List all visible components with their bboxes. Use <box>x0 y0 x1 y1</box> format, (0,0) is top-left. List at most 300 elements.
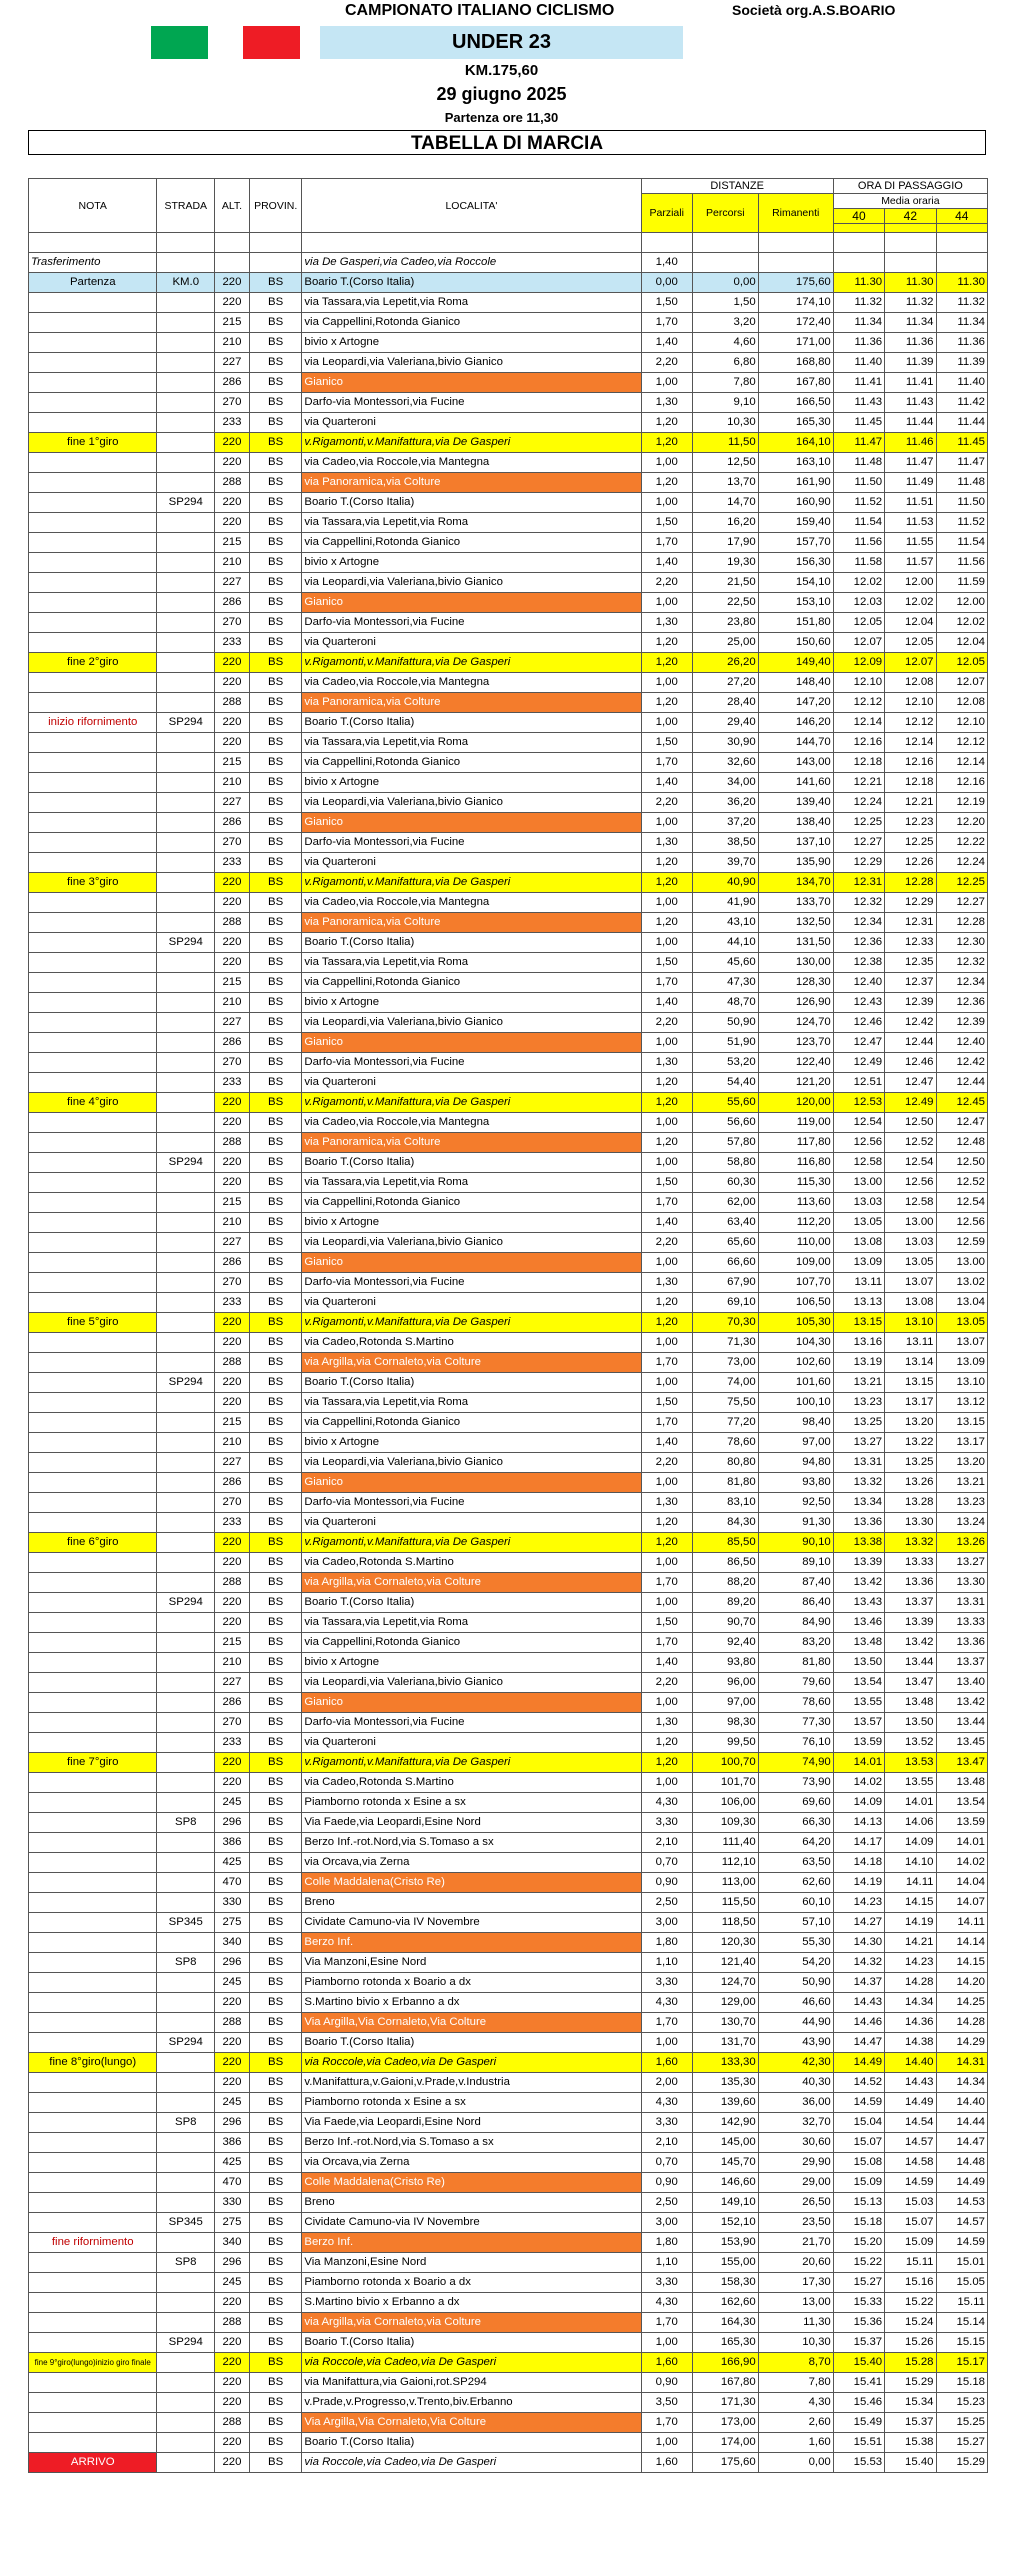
alt-cell: 270 <box>215 1053 250 1073</box>
time-42-cell: 11.55 <box>885 533 936 553</box>
alt-cell: 270 <box>215 833 250 853</box>
strada-cell <box>157 2013 215 2033</box>
time-40-cell: 15.22 <box>833 2253 884 2273</box>
localita-cell: Gianico <box>302 1693 641 1713</box>
time-42-cell: 13.50 <box>885 1713 936 1733</box>
strada-cell <box>157 1333 215 1353</box>
localita-cell: Boario T.(Corso Italia) <box>302 2433 641 2453</box>
percorsi-cell: 69,10 <box>692 1293 758 1313</box>
col-nota: NOTA <box>29 179 157 233</box>
strada-cell <box>157 1733 215 1753</box>
time-40-cell: 13.38 <box>833 1533 884 1553</box>
time-42-cell: 13.15 <box>885 1373 936 1393</box>
parziali-cell: 3,50 <box>641 2393 692 2413</box>
nota-cell <box>29 2433 157 2453</box>
parziali-cell: 1,00 <box>641 2333 692 2353</box>
time-44-cell: 11.59 <box>936 573 987 593</box>
percorsi-cell: 99,50 <box>692 1733 758 1753</box>
table-row <box>29 1613 988 1633</box>
time-42-cell: 13.10 <box>885 1313 936 1333</box>
time-44-cell: 15.14 <box>936 2313 987 2333</box>
prov-cell: BS <box>249 2173 301 2193</box>
rimanenti-cell: 104,30 <box>758 1333 833 1353</box>
localita-cell: via Leopardi,via Valeriana,bivio Gianico <box>302 573 641 593</box>
time-42-cell: 15.29 <box>885 2373 936 2393</box>
time-42-cell: 12.21 <box>885 793 936 813</box>
nota-cell <box>29 613 157 633</box>
table-row <box>29 353 988 373</box>
localita-cell: via Tassara,via Lepetit,via Roma <box>302 1393 641 1413</box>
time-42-cell: 11.49 <box>885 473 936 493</box>
alt-cell: 227 <box>215 793 250 813</box>
strada-cell <box>157 393 215 413</box>
table-row <box>29 273 988 293</box>
prov-cell: BS <box>249 2273 301 2293</box>
nota-cell <box>29 2313 157 2333</box>
alt-cell: 233 <box>215 1513 250 1533</box>
rimanenti-cell: 11,30 <box>758 2313 833 2333</box>
prov-cell: BS <box>249 2113 301 2133</box>
localita-cell: bivio x Artogne <box>302 1213 641 1233</box>
prov-cell: BS <box>249 1813 301 1833</box>
nota-cell <box>29 2293 157 2313</box>
time-42-cell: 11.34 <box>885 313 936 333</box>
time-44-cell: 15.23 <box>936 2393 987 2413</box>
rimanenti-cell: 156,30 <box>758 553 833 573</box>
localita-cell: Cividate Camuno-via IV Novembre <box>302 2213 641 2233</box>
table-row <box>29 513 988 533</box>
parziali-cell: 1,00 <box>641 1773 692 1793</box>
table-row <box>29 2073 988 2093</box>
prov-cell: BS <box>249 1973 301 1993</box>
rimanenti-cell: 131,50 <box>758 933 833 953</box>
localita-cell: Boario T.(Corso Italia) <box>302 493 641 513</box>
time-42-cell: 15.11 <box>885 2253 936 2273</box>
prov-cell: BS <box>249 2193 301 2213</box>
table-row <box>29 2353 988 2373</box>
alt-cell: 220 <box>215 2453 250 2473</box>
percorsi-cell: 139,60 <box>692 2093 758 2113</box>
localita-cell: via Roccole,via Cadeo,via De Gasperi <box>302 2353 641 2373</box>
time-40-cell: 12.07 <box>833 633 884 653</box>
strada-cell <box>157 1933 215 1953</box>
alt-cell: 227 <box>215 1673 250 1693</box>
localita-cell: bivio x Artogne <box>302 333 641 353</box>
parziali-cell: 1,20 <box>641 1313 692 1333</box>
alt-cell: 245 <box>215 2273 250 2293</box>
localita-cell: via Cadeo,via Roccole,via Mantegna <box>302 453 641 473</box>
time-42-cell: 14.54 <box>885 2113 936 2133</box>
strada-cell <box>157 2313 215 2333</box>
strada-cell <box>157 1993 215 2013</box>
alt-cell: 210 <box>215 1653 250 1673</box>
rimanenti-cell: 55,30 <box>758 1933 833 1953</box>
prov-cell: BS <box>249 1853 301 1873</box>
table-row <box>29 1673 988 1693</box>
parziali-cell: 1,50 <box>641 1393 692 1413</box>
time-40-cell: 13.50 <box>833 1653 884 1673</box>
strada-cell <box>157 1213 215 1233</box>
prov-cell: BS <box>249 1033 301 1053</box>
time-42-cell: 15.24 <box>885 2313 936 2333</box>
prov-cell: BS <box>249 2133 301 2153</box>
alt-cell: 220 <box>215 453 250 473</box>
alt-cell: 220 <box>215 2393 250 2413</box>
flag-red-band <box>243 26 300 59</box>
percorsi-cell: 12,50 <box>692 453 758 473</box>
localita-cell: Piamborno rotonda x Boario a dx <box>302 2273 641 2293</box>
alt-cell: 220 <box>215 1593 250 1613</box>
prov-cell: BS <box>249 2013 301 2033</box>
nota-cell <box>29 1693 157 1713</box>
time-40-cell: 12.27 <box>833 833 884 853</box>
prov-cell: BS <box>249 1553 301 1573</box>
parziali-cell: 1,70 <box>641 1573 692 1593</box>
speed-spacer <box>833 224 884 233</box>
prov-cell: BS <box>249 1713 301 1733</box>
nota-cell <box>29 813 157 833</box>
time-42-cell: 12.49 <box>885 1093 936 1113</box>
nota-cell <box>29 1113 157 1133</box>
nota-cell <box>29 1073 157 1093</box>
alt-cell: 220 <box>215 1333 250 1353</box>
prov-cell: BS <box>249 1653 301 1673</box>
localita-cell: via Cappellini,Rotonda Gianico <box>302 1413 641 1433</box>
percorsi-cell: 111,40 <box>692 1833 758 1853</box>
time-44-cell: 12.16 <box>936 773 987 793</box>
parziali-cell: 2,20 <box>641 1453 692 1473</box>
prov-cell: BS <box>249 393 301 413</box>
alt-cell: 220 <box>215 933 250 953</box>
parziali-cell: 2,10 <box>641 2133 692 2153</box>
time-40-cell: 13.39 <box>833 1553 884 1573</box>
strada-cell: SP294 <box>157 2033 215 2053</box>
prov-cell: BS <box>249 2233 301 2253</box>
parziali-cell: 1,20 <box>641 1733 692 1753</box>
percorsi-cell: 129,00 <box>692 1993 758 2013</box>
time-44-cell: 11.34 <box>936 313 987 333</box>
rimanenti-cell: 62,60 <box>758 1873 833 1893</box>
prov-cell: BS <box>249 2433 301 2453</box>
prov-cell: BS <box>249 2313 301 2333</box>
time-40-cell: 12.58 <box>833 1153 884 1173</box>
percorsi-cell: 28,40 <box>692 693 758 713</box>
prov-cell: BS <box>249 2393 301 2413</box>
strada-cell <box>157 573 215 593</box>
localita-cell: via Leopardi,via Valeriana,bivio Gianico <box>302 1233 641 1253</box>
time-42-cell: 12.26 <box>885 853 936 873</box>
table-row <box>29 1633 988 1653</box>
percorsi-cell: 67,90 <box>692 1273 758 1293</box>
table-row <box>29 953 988 973</box>
localita-cell: Darfo-via Montessori,via Fucine <box>302 1493 641 1513</box>
time-44-cell: 12.32 <box>936 953 987 973</box>
time-42-cell: 14.21 <box>885 1933 936 1953</box>
percorsi-cell: 92,40 <box>692 1633 758 1653</box>
nota-cell <box>29 1613 157 1633</box>
time-44-cell: 14.48 <box>936 2153 987 2173</box>
time-44-cell: 13.37 <box>936 1653 987 1673</box>
time-42-cell: 11.30 <box>885 273 936 293</box>
time-44-cell: 14.44 <box>936 2113 987 2133</box>
table-row <box>29 473 988 493</box>
blank-cell <box>936 233 987 253</box>
localita-cell: via Quarteroni <box>302 1293 641 1313</box>
time-40-cell: 12.36 <box>833 933 884 953</box>
time-40-cell: 15.40 <box>833 2353 884 2373</box>
col-speed-42: 42 <box>885 209 936 224</box>
prov-cell: BS <box>249 2413 301 2433</box>
nota-cell <box>29 353 157 373</box>
nota-cell <box>29 1573 157 1593</box>
time-44-cell: 14.28 <box>936 2013 987 2033</box>
time-44-cell: 12.42 <box>936 1053 987 1073</box>
parziali-cell: 4,30 <box>641 2293 692 2313</box>
time-40-cell: 15.41 <box>833 2373 884 2393</box>
time-44-cell: 13.00 <box>936 1253 987 1273</box>
percorsi-cell: 109,30 <box>692 1813 758 1833</box>
time-40-cell: 13.23 <box>833 1393 884 1413</box>
percorsi-cell: 93,80 <box>692 1653 758 1673</box>
percorsi-cell: 3,20 <box>692 313 758 333</box>
time-44-cell: 12.10 <box>936 713 987 733</box>
time-44-cell: 12.52 <box>936 1173 987 1193</box>
time-40-cell: 12.53 <box>833 1093 884 1113</box>
localita-cell: via Cappellini,Rotonda Gianico <box>302 973 641 993</box>
time-42-cell: 13.03 <box>885 1233 936 1253</box>
nota-cell <box>29 533 157 553</box>
table-row <box>29 2373 988 2393</box>
strada-cell <box>157 2133 215 2153</box>
time-40-cell: 13.11 <box>833 1273 884 1293</box>
rimanenti-cell: 147,20 <box>758 693 833 713</box>
alt-cell: 210 <box>215 773 250 793</box>
nota-cell <box>29 1913 157 1933</box>
race-date: 29 giugno 2025 <box>436 84 567 104</box>
localita-cell: Via Manzoni,Esine Nord <box>302 1953 641 1973</box>
prov-cell: BS <box>249 1873 301 1893</box>
nota-cell <box>29 1813 157 1833</box>
rimanenti-cell: 76,10 <box>758 1733 833 1753</box>
table-row <box>29 333 988 353</box>
time-40-cell: 11.56 <box>833 533 884 553</box>
alt-cell: 270 <box>215 1493 250 1513</box>
rimanenti-cell: 165,30 <box>758 413 833 433</box>
time-44-cell: 12.36 <box>936 993 987 1013</box>
parziali-cell: 1,60 <box>641 2353 692 2373</box>
percorsi-cell: 45,60 <box>692 953 758 973</box>
prov-cell: BS <box>249 2213 301 2233</box>
prov-cell: BS <box>249 813 301 833</box>
localita-cell: via Leopardi,via Valeriana,bivio Gianico <box>302 1673 641 1693</box>
prov-cell: BS <box>249 2333 301 2353</box>
localita-cell: bivio x Artogne <box>302 993 641 1013</box>
strada-cell <box>157 1093 215 1113</box>
alt-cell: 296 <box>215 1953 250 1973</box>
time-42-cell: 12.31 <box>885 913 936 933</box>
time-44-cell: 11.45 <box>936 433 987 453</box>
rimanenti-cell: 84,90 <box>758 1613 833 1633</box>
time-42-cell: 12.08 <box>885 673 936 693</box>
percorsi-cell: 32,60 <box>692 753 758 773</box>
rimanenti-cell: 93,80 <box>758 1473 833 1493</box>
time-42-cell: 13.08 <box>885 1293 936 1313</box>
percorsi-cell: 0,00 <box>692 273 758 293</box>
table-row <box>29 1413 988 1433</box>
alt-cell: 220 <box>215 2293 250 2313</box>
rimanenti-cell: 109,00 <box>758 1253 833 1273</box>
rimanenti-cell: 89,10 <box>758 1553 833 1573</box>
parziali-cell: 1,70 <box>641 973 692 993</box>
alt-cell: 233 <box>215 1073 250 1093</box>
time-44-cell: 13.54 <box>936 1793 987 1813</box>
time-44-cell: 13.44 <box>936 1713 987 1733</box>
strada-cell <box>157 1053 215 1073</box>
nota-cell <box>29 1893 157 1913</box>
percorsi-cell: 97,00 <box>692 1693 758 1713</box>
time-44-cell: 12.40 <box>936 1033 987 1053</box>
localita-cell: Darfo-via Montessori,via Fucine <box>302 833 641 853</box>
parziali-cell: 1,00 <box>641 1593 692 1613</box>
strada-cell <box>157 353 215 373</box>
time-42-cell: 14.40 <box>885 2053 936 2073</box>
nota-cell <box>29 1173 157 1193</box>
prov-cell: BS <box>249 333 301 353</box>
prov-cell: BS <box>249 773 301 793</box>
rimanenti-cell: 60,10 <box>758 1893 833 1913</box>
time-42-cell: 15.22 <box>885 2293 936 2313</box>
localita-cell: via Cappellini,Rotonda Gianico <box>302 1633 641 1653</box>
alt-cell: 220 <box>215 1993 250 2013</box>
rimanenti-cell: 54,20 <box>758 1953 833 1973</box>
localita-cell: Boario T.(Corso Italia) <box>302 1593 641 1613</box>
strada-cell <box>157 1833 215 1853</box>
table-row <box>29 2113 988 2133</box>
time-44-cell: 13.31 <box>936 1593 987 1613</box>
time-40-cell: 13.55 <box>833 1693 884 1713</box>
parziali-cell: 1,00 <box>641 1113 692 1133</box>
rimanenti-cell: 121,20 <box>758 1073 833 1093</box>
localita-cell: Gianico <box>302 813 641 833</box>
percorsi-cell: 55,60 <box>692 1093 758 1113</box>
prov-cell: BS <box>249 293 301 313</box>
prov-cell: BS <box>249 1913 301 1933</box>
percorsi-cell: 10,30 <box>692 413 758 433</box>
parziali-cell: 1,20 <box>641 413 692 433</box>
time-44-cell: 14.14 <box>936 1933 987 1953</box>
time-40-cell: 12.54 <box>833 1113 884 1133</box>
time-42-cell: 14.23 <box>885 1953 936 1973</box>
time-42-cell: 15.28 <box>885 2353 936 2373</box>
rimanenti-cell: 117,80 <box>758 1133 833 1153</box>
rimanenti-cell: 144,70 <box>758 733 833 753</box>
nota-cell <box>29 293 157 313</box>
localita-cell: Darfo-via Montessori,via Fucine <box>302 1273 641 1293</box>
time-42-cell: 12.05 <box>885 633 936 653</box>
time-44-cell: 12.27 <box>936 893 987 913</box>
table-row <box>29 413 988 433</box>
percorsi-cell: 84,30 <box>692 1513 758 1533</box>
time-42-cell: 12.16 <box>885 753 936 773</box>
rimanenti-cell: 161,90 <box>758 473 833 493</box>
percorsi-cell: 164,30 <box>692 2313 758 2333</box>
strada-cell <box>157 453 215 473</box>
rimanenti-cell: 30,60 <box>758 2133 833 2153</box>
rimanenti-cell: 74,90 <box>758 1753 833 1773</box>
prov-cell: BS <box>249 433 301 453</box>
percorsi-cell: 112,10 <box>692 1853 758 1873</box>
nota-cell <box>29 453 157 473</box>
time-42-cell: 14.15 <box>885 1893 936 1913</box>
strada-cell <box>157 2373 215 2393</box>
alt-cell: 220 <box>215 2073 250 2093</box>
table-row <box>29 1753 988 1773</box>
parziali-cell: 3,00 <box>641 1913 692 1933</box>
time-42-cell: 12.14 <box>885 733 936 753</box>
time-42-cell: 11.39 <box>885 353 936 373</box>
prov-cell: BS <box>249 893 301 913</box>
nota-cell <box>29 1733 157 1753</box>
rimanenti-cell: 166,50 <box>758 393 833 413</box>
table-row <box>29 2313 988 2333</box>
percorsi-cell: 43,10 <box>692 913 758 933</box>
rimanenti-cell: 94,80 <box>758 1453 833 1473</box>
alt-cell: 227 <box>215 1233 250 1253</box>
rimanenti-cell: 167,80 <box>758 373 833 393</box>
category-label: UNDER 23 <box>320 26 683 59</box>
strada-cell <box>157 673 215 693</box>
schedule-table <box>28 178 988 2473</box>
time-40-cell: 12.40 <box>833 973 884 993</box>
nota-cell <box>29 593 157 613</box>
table-row <box>29 1273 988 1293</box>
blank-cell <box>215 233 250 253</box>
parziali-cell: 1,00 <box>641 813 692 833</box>
blank-cell <box>157 233 215 253</box>
alt-cell: 245 <box>215 1973 250 1993</box>
parziali-cell: 2,10 <box>641 1833 692 1853</box>
alt-cell: 470 <box>215 1873 250 1893</box>
alt-cell: 233 <box>215 1293 250 1313</box>
prov-cell: BS <box>249 793 301 813</box>
parziali-cell: 1,40 <box>641 1213 692 1233</box>
table-row <box>29 1073 988 1093</box>
percorsi-cell: 29,40 <box>692 713 758 733</box>
nota-cell <box>29 2093 157 2113</box>
blank-cell <box>29 233 157 253</box>
strada-cell <box>157 993 215 1013</box>
rimanenti-cell: 86,40 <box>758 1593 833 1613</box>
time-42-cell: 13.55 <box>885 1773 936 1793</box>
percorsi-cell: 11,50 <box>692 433 758 453</box>
time-44-cell: 11.48 <box>936 473 987 493</box>
table-row <box>29 1873 988 1893</box>
percorsi-cell: 22,50 <box>692 593 758 613</box>
percorsi-cell: 167,80 <box>692 2373 758 2393</box>
localita-cell: via Leopardi,via Valeriana,bivio Gianico <box>302 793 641 813</box>
percorsi-cell: 70,30 <box>692 1313 758 1333</box>
time-40-cell: 14.18 <box>833 1853 884 1873</box>
strada-cell <box>157 2413 215 2433</box>
time-44-cell: 12.39 <box>936 1013 987 1033</box>
alt-cell: 233 <box>215 413 250 433</box>
time-40-cell: 15.53 <box>833 2453 884 2473</box>
alt-cell: 286 <box>215 813 250 833</box>
parziali-cell: 1,20 <box>641 433 692 453</box>
nota-cell <box>29 1413 157 1433</box>
time-44-cell: 13.12 <box>936 1393 987 1413</box>
time-40-cell: 14.32 <box>833 1953 884 1973</box>
